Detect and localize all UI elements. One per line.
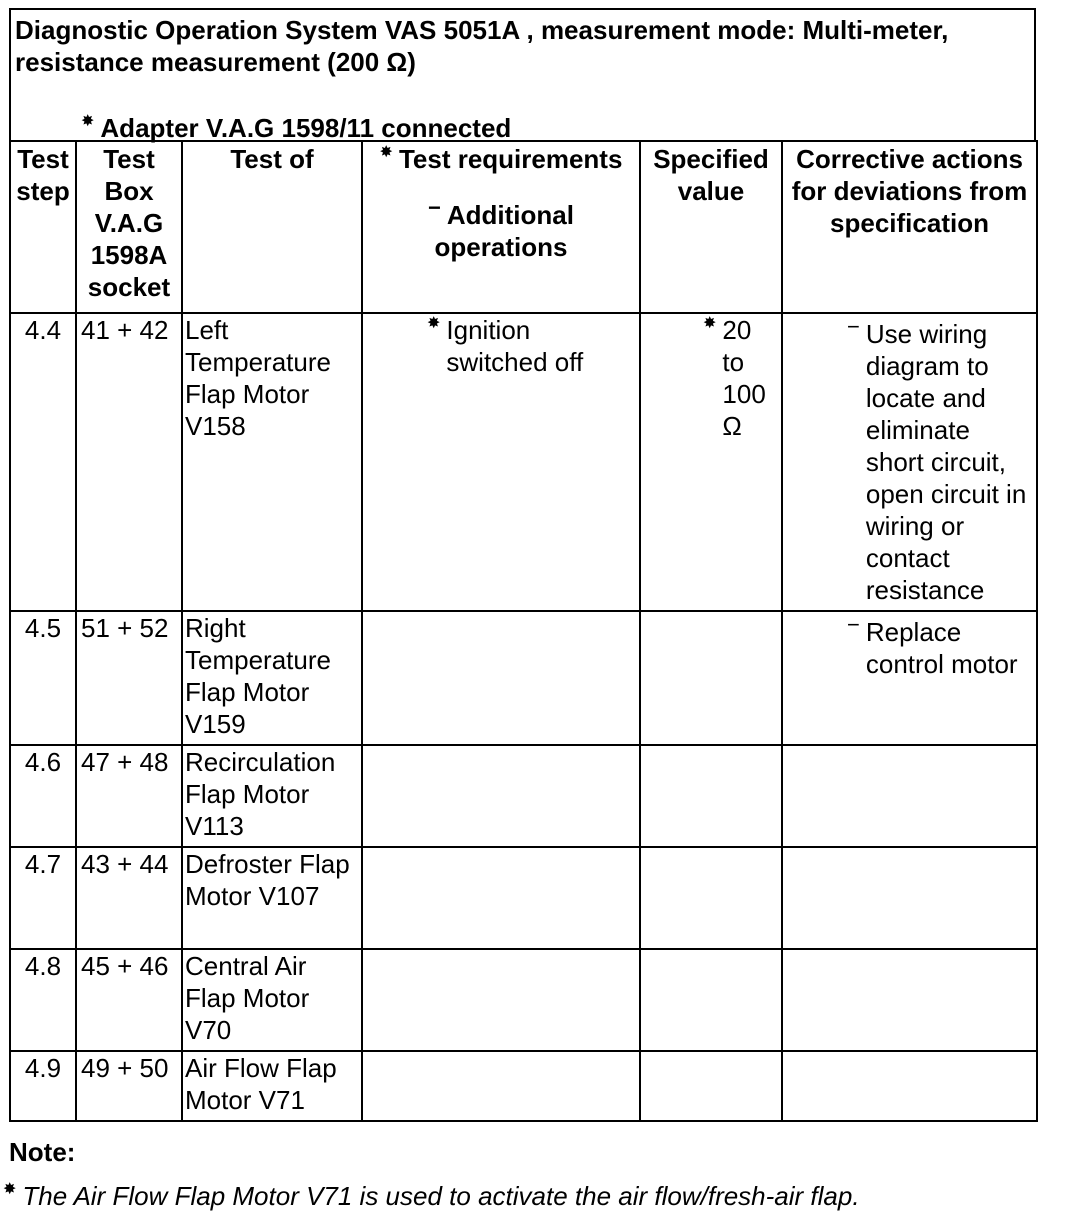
note-text-line bbox=[3, 1180, 860, 1212]
cell-corrective bbox=[782, 745, 1037, 847]
col-header-test-of: Test of bbox=[182, 141, 362, 313]
dash-bullet-icon: − bbox=[847, 612, 860, 637]
cell-requirement bbox=[362, 1051, 640, 1121]
col-header-step: Test step bbox=[10, 141, 76, 313]
col-header-socket: Test Box V.A.G 1598A socket bbox=[76, 141, 182, 313]
star-bullet-icon: ✸ bbox=[703, 315, 717, 332]
col-header-requirements bbox=[362, 141, 640, 313]
cell-requirement bbox=[362, 949, 640, 1051]
cell-specified: ✸ 20 to 100 Ω bbox=[640, 313, 782, 611]
test-table bbox=[9, 140, 1038, 1122]
cell-test-of: Central Air Flap Motor V70 bbox=[182, 949, 362, 1051]
cell-requirement: ✸ Ignition switched off bbox=[362, 313, 640, 611]
cell-test-of: Left Temperature Flap Motor V158 bbox=[182, 313, 362, 611]
table-row bbox=[10, 949, 1037, 1051]
requirements-label: Test requirements bbox=[398, 144, 623, 174]
cell-corrective bbox=[782, 949, 1037, 1051]
cell-specified bbox=[640, 949, 782, 1051]
cell-socket: 51 + 52 bbox=[76, 611, 182, 745]
cell-corrective bbox=[782, 1051, 1037, 1121]
adapter-requirement bbox=[81, 112, 511, 144]
note-label: Note: bbox=[9, 1137, 76, 1167]
note-text: The Air Flow Flap Motor V71 is used to activate the air flow/fresh-air flap. bbox=[22, 1181, 860, 1211]
cell-step: 4.8 bbox=[10, 949, 76, 1051]
cell-socket: 41 + 42 bbox=[76, 313, 182, 611]
cell-specified bbox=[640, 611, 782, 745]
cell-specified bbox=[640, 1051, 782, 1121]
cell-test-of: Right Temperature Flap Motor V159 bbox=[182, 611, 362, 745]
cell-socket: 49 + 50 bbox=[76, 1051, 182, 1121]
dash-bullet-icon: − bbox=[847, 314, 860, 339]
star-bullet-icon: ✸ bbox=[81, 113, 95, 130]
header-box bbox=[9, 8, 1036, 143]
cell-step: 4.9 bbox=[10, 1051, 76, 1121]
cell-corrective: − Use wiring diagram to locate and eliminate short circuit, open circuit in wiring or contact resistance bbox=[782, 313, 1037, 611]
cell-step: 4.5 bbox=[10, 611, 76, 745]
adapter-text: Adapter V.A.G 1598/11 connected bbox=[100, 113, 512, 143]
cell-step: 4.4 bbox=[10, 313, 76, 611]
cell-test-of: Recirculation Flap Motor V113 bbox=[182, 745, 362, 847]
col-header-corrective: Corrective actions for deviations from specification bbox=[782, 141, 1037, 313]
cell-socket: 47 + 48 bbox=[76, 745, 182, 847]
cell-step: 4.7 bbox=[10, 847, 76, 949]
cell-requirement bbox=[362, 847, 640, 949]
document bbox=[9, 8, 1036, 1122]
table-row bbox=[10, 1051, 1037, 1121]
table-row bbox=[10, 847, 1037, 949]
page-title: Diagnostic Operation System VAS 5051A , measurement mode: Multi-meter, resistance measurement (200 Ω) bbox=[15, 15, 949, 77]
cell-socket: 45 + 46 bbox=[76, 949, 182, 1051]
table-header-row bbox=[10, 141, 1037, 313]
dash-bullet-icon: − bbox=[428, 195, 441, 220]
col-header-specified: Specified value bbox=[640, 141, 782, 313]
star-bullet-icon: ✸ bbox=[427, 315, 441, 332]
cell-socket: 43 + 44 bbox=[76, 847, 182, 949]
cell-corrective bbox=[782, 847, 1037, 949]
additional-label: Additional operations bbox=[434, 200, 574, 262]
cell-requirement bbox=[362, 745, 640, 847]
cell-specified bbox=[640, 847, 782, 949]
cell-requirement bbox=[362, 611, 640, 745]
cell-specified bbox=[640, 745, 782, 847]
table-row bbox=[10, 745, 1037, 847]
table-row bbox=[10, 611, 1037, 745]
star-bullet-icon: ✸ bbox=[379, 144, 393, 161]
cell-step: 4.6 bbox=[10, 745, 76, 847]
star-bullet-icon: ✸ bbox=[3, 1181, 17, 1198]
cell-corrective: − Replace control motor bbox=[782, 611, 1037, 745]
cell-test-of: Defroster Flap Motor V107 bbox=[182, 847, 362, 949]
cell-test-of: Air Flow Flap Motor V71 bbox=[182, 1051, 362, 1121]
table-row bbox=[10, 313, 1037, 611]
